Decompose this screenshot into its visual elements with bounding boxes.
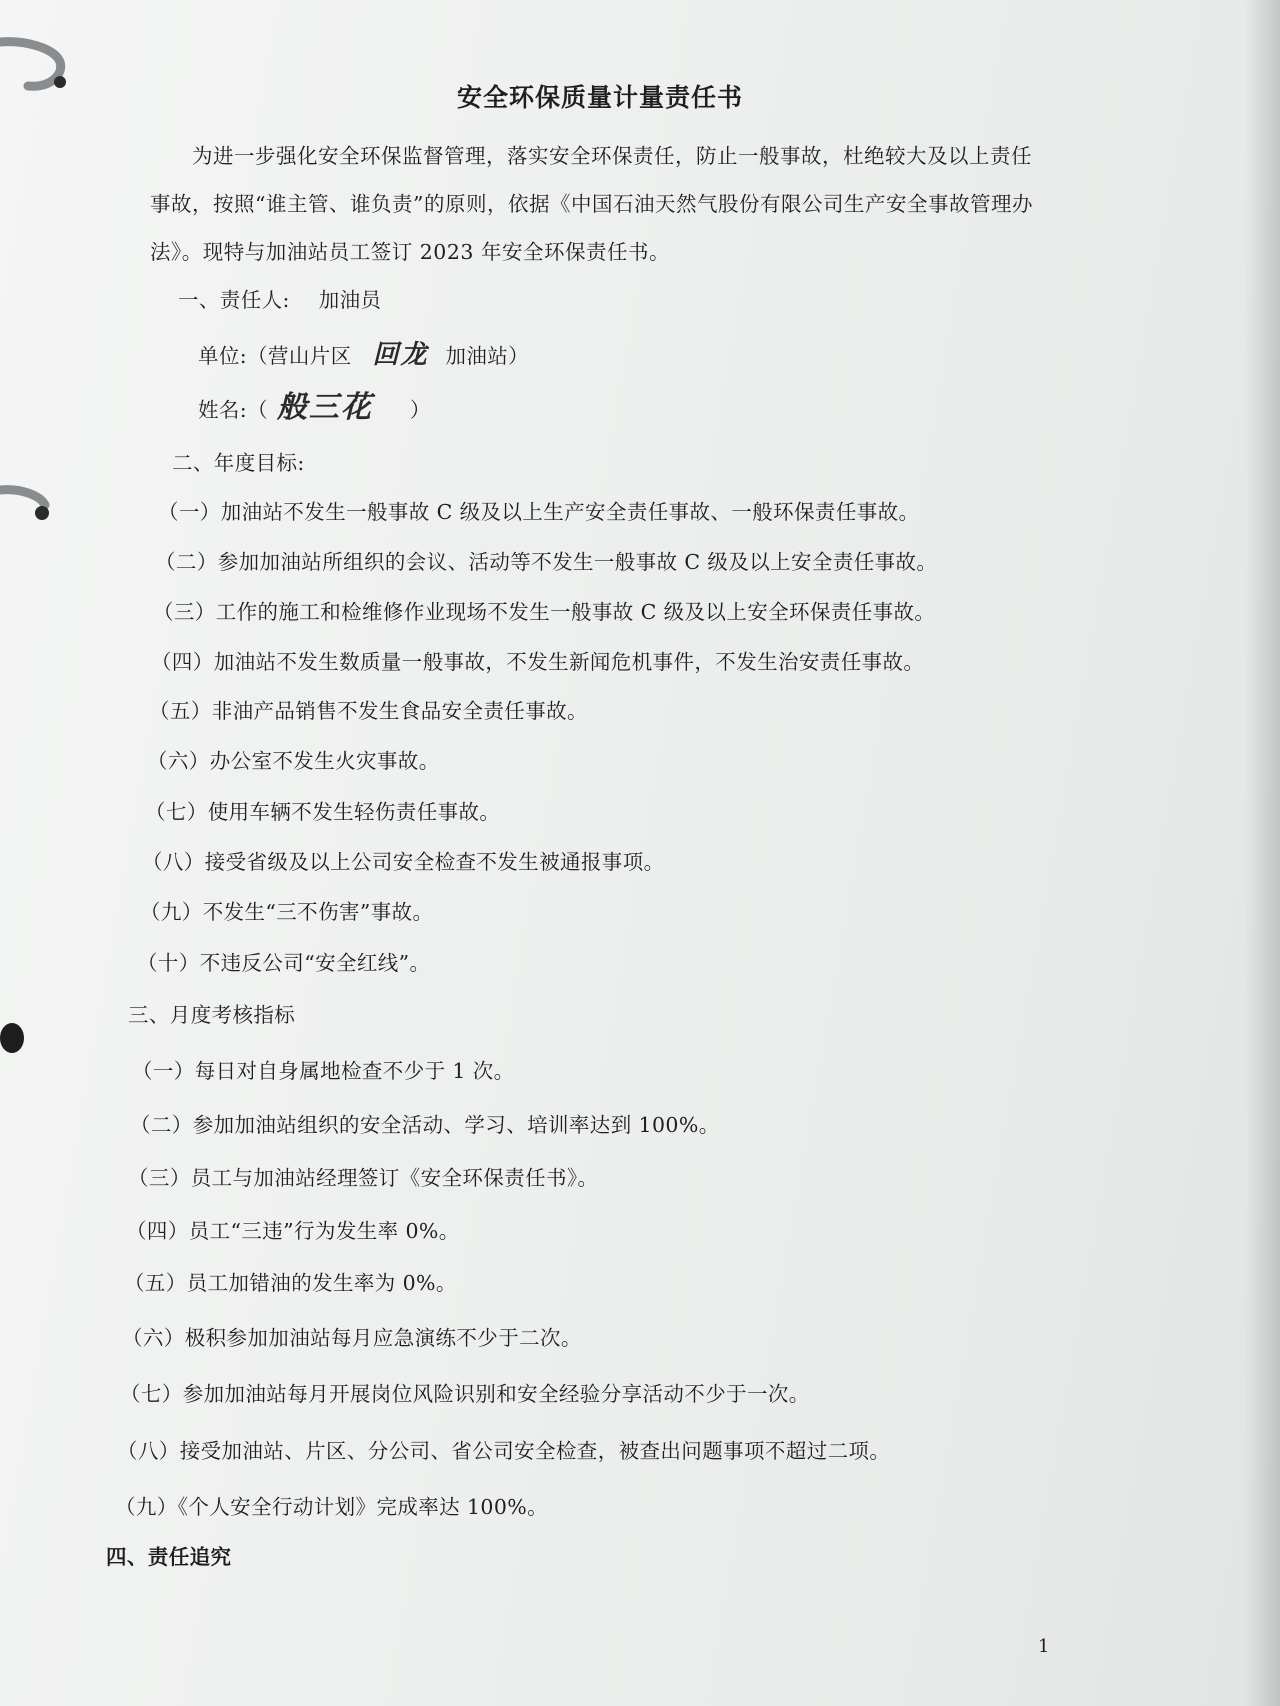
name-suffix: ） <box>409 398 431 422</box>
monthly-indicator-item: （四）员工“三违”行为发生率 0%。 <box>126 1219 460 1243</box>
unit-handwritten: 回龙 <box>372 340 429 370</box>
name-prefix: 姓名:（ <box>198 398 269 422</box>
binder-ring-icon <box>0 480 60 540</box>
unit-prefix: 单位:（营山片区 <box>198 344 352 368</box>
annual-goal-item: （七）使用车辆不发生轻伤责任事故。 <box>145 800 501 824</box>
annual-goal-item: （九）不发生“三不伤害”事故。 <box>140 900 434 924</box>
page-edge-shadow <box>1245 0 1280 1706</box>
section1-heading-label: 一、责任人: <box>178 288 290 312</box>
annual-goal-item: （二）参加加油站所组织的会议、活动等不发生一般事故 C 级及以上安全责任事故。 <box>155 550 938 574</box>
unit-suffix: 加油站） <box>445 344 530 368</box>
page-number: 1 <box>1038 1636 1050 1657</box>
monthly-indicator-item: （六）极积参加加油站每月应急演练不少于二次。 <box>122 1326 582 1350</box>
section2-heading: 二、年度目标: <box>172 451 305 475</box>
name-line <box>198 382 431 426</box>
annual-goal-item: （十）不违反公司“安全红线”。 <box>137 951 431 975</box>
intro-paragraph: 为进一步强化安全环保监督管理，落实安全环保责任，防止一般事故，杜绝较大及以上责任事故，按照“谁主管、谁负责”的原则，依据《中国石油天然气股份有限公司生产安全事故管理办法》。现特与加油站员工签订 2023 年安全环保责任书。 <box>150 144 1033 264</box>
monthly-indicator-item: （一）每日对自身属地检查不少于 1 次。 <box>132 1059 515 1083</box>
binder-ring-icon <box>0 20 80 100</box>
monthly-indicator-item: （八）接受加油站、片区、分公司、省公司安全检查，被查出问题事项不超过二项。 <box>117 1439 891 1463</box>
monthly-indicator-item: （五）员工加错油的发生率为 0%。 <box>124 1271 457 1295</box>
document-title: 安全环保质量计量责任书 <box>456 83 743 112</box>
annual-goal-item: （六）办公室不发生火灾事故。 <box>147 749 440 773</box>
section4-heading: 四、责任追究 <box>106 1545 232 1569</box>
responsible-role: 加油员 <box>318 288 382 312</box>
section3-heading: 三、月度考核指标 <box>128 1003 296 1027</box>
annual-goal-item: （四）加油站不发生数质量一般事故，不发生新闻危机事件，不发生治安责任事故。 <box>151 650 925 674</box>
monthly-indicator-item: （七）参加加油站每月开展岗位风险识别和安全经验分享活动不少于一次。 <box>120 1382 810 1406</box>
annual-goal-item: （五）非油产品销售不发生食品安全责任事故。 <box>149 699 588 723</box>
monthly-indicator-item: （九）《个人安全行动计划》完成率达 100%。 <box>115 1495 549 1519</box>
unit-line <box>198 334 529 371</box>
annual-goal-item: （八）接受省级及以上公司安全检查不发生被通报事项。 <box>142 850 665 874</box>
name-handwritten: 般三花 <box>276 390 373 425</box>
annual-goal-item: （一）加油站不发生一般事故 C 级及以上生产安全责任事故、一般环保责任事故。 <box>158 500 920 524</box>
monthly-indicator-item: （二）参加加油站组织的安全活动、学习、培训率达到 100%。 <box>130 1113 720 1137</box>
section1-heading <box>178 283 381 313</box>
monthly-indicator-item: （三）员工与加油站经理签订《安全环保责任书》。 <box>128 1166 599 1190</box>
annual-goal-item: （三）工作的施工和检维修作业现场不发生一般事故 C 级及以上安全环保责任事故。 <box>153 600 936 624</box>
binder-hole-icon <box>0 1020 40 1060</box>
